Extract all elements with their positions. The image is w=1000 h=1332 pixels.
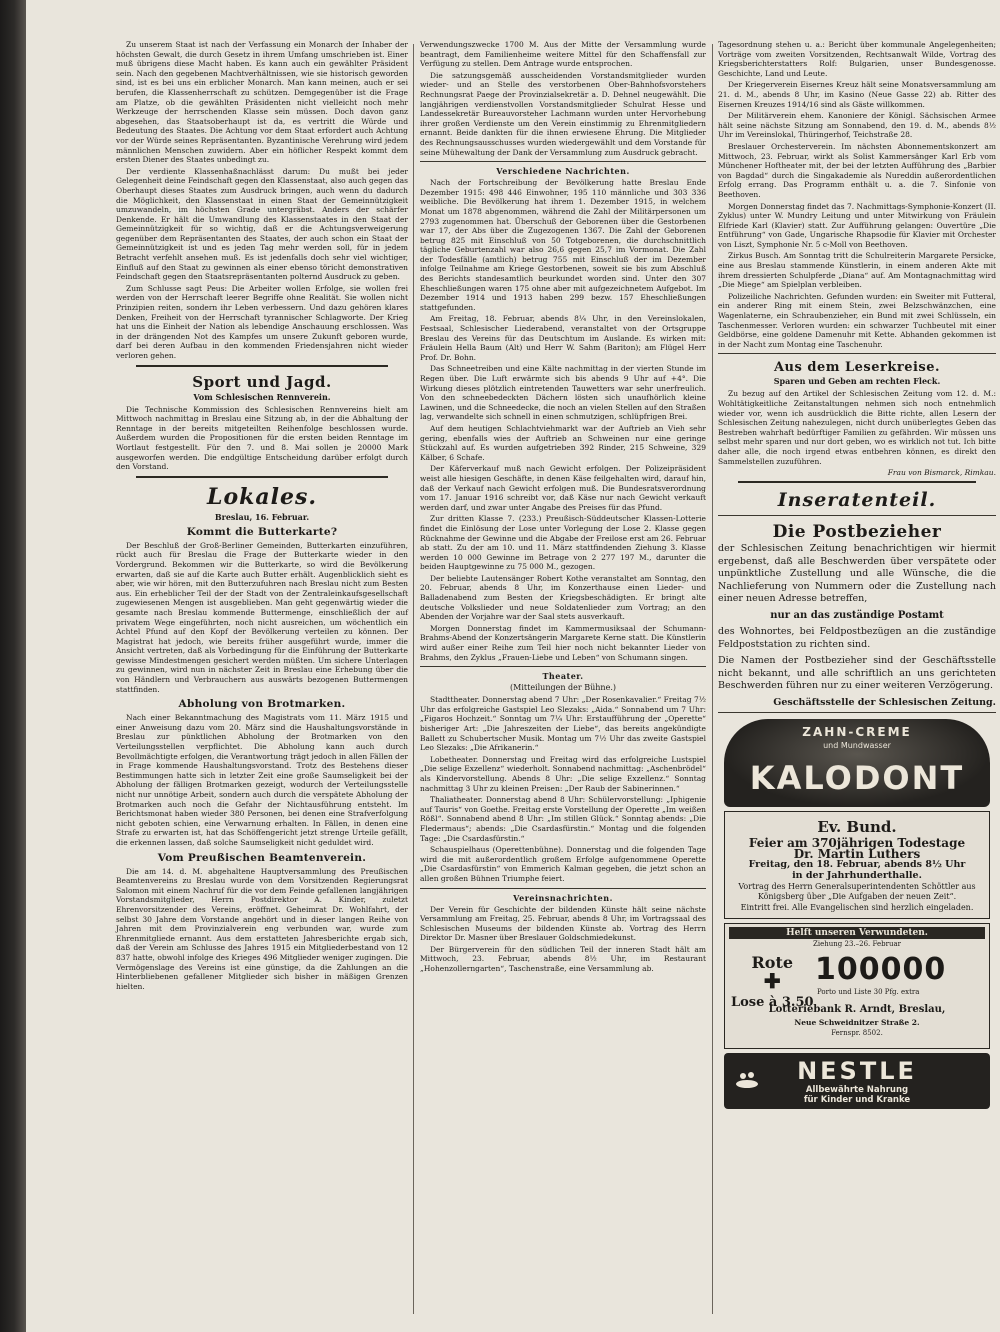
kalodont-advertisement: [724, 719, 990, 807]
paragraph: Der Käferverkauf muß nach Gewicht erfolgen. Der Polizeipräsident weist alle hiesigen Geschäfte, in denen Käse feilgehalten wird, darauf hin, daß der Verkauf nach Gewicht erfolgen muß. Die Bundesratsverordnung vom 17. Januar 1916 schreibt vor, daß Käse nur nach Gewicht verkauft werden darf, und zwar unter Angabe des Preises für das Pfund.: [420, 464, 706, 512]
paragraph: Morgen Donnerstag findet im Kammermusiksaal der Schumann-Brahms-Abend der Konzertsängerin Margarete Kerne statt. Die Künstlerin wird außer einer Reihe zum Teil hier noch nicht bekannter Lieder von Brahms, den Zyklus „Frauen-Liebe und Leben“ von Schumann singen.: [420, 623, 706, 662]
subheading-theater: (Mitteilungen der Bühne.): [510, 683, 616, 693]
paragraph: Der beliebte Lautensänger Robert Kothe veranstaltet am Sonntag, den 20. Februar, abends 8 Uhr, im Konzerthause einen Lieder- und Balladenabend zum Besten der Kriegsbeschädigten. Er bringt alte deutsche Volkslieder und neue Soldatenlieder zum Vortrag; an den Abenden der Vorjahre war der Saal stets ausverkauft.: [420, 573, 706, 622]
section-heading-vereine: Vereinsnachrichten.: [513, 892, 613, 903]
paragraph: Am Freitag, 18. Februar, abends 8¼ Uhr, in den Vereinslokalen, Festsaal, Schlesischer Liederabend, veranstaltet von der Ortsgruppe Breslau des Vereins für das Deutschtum im Auslande. Es wirken mit: Fräulein Hella Baum (Alt) und Herr W. Sahm (Bariton); am Flügel Herr Prof. Dr. Bohn.: [420, 314, 706, 362]
column-3: [718, 40, 996, 1325]
notice-paragraph: des Wohnortes, bei Feldpostbezügen an die zuständige Feldpoststation zu richten sind.: [718, 626, 996, 650]
lottery-vendor: Lotteriebank R. Arndt, Breslau,: [768, 1003, 946, 1015]
paragraph: Tagesordnung stehen u. a.: Bericht über kommunale Angelegenheiten; Vorträge vom zweiten Vorsitzenden, Rechtsanwalt Wilde, Vortrag des Kriegsberichterstatters Rolf: Bulgarien, unser Bundesgenosse. Geschichte, Land und Leute.: [718, 40, 996, 78]
paragraph: Die am 14. d. M. abgehaltene Hauptversammlung des Preußischen Beamtenvereins zu Breslau wurde von dem Vorsitzenden Regierungsrat Salomon mit einem Nachruf für die vor dem Feinde gefallenen langjährigen Vorstandsmitglieder, Herrn Postdirektor A. Kinder, zuletzt Ehrenvorsitzender des Vereins, eröffnet. Geheimrat Dr. Wohlfahrt, der selbst 30 Jahre dem Vorstande angehört und in dieser langen Reihe von Jahren mit dem Provinzialverein eng verbunden war, wurde zum Ehrenmitgliede ernannt. Aus dem erstatteten Jahresberichte ergab sich, daß der Verein am Schlusse des Jahres 1915 ein Mitgliederbestand von 12 837 hatte, obwohl infolge des Krieges 496 Mitglieder weniger zugingen. Die Vermögenslage des Vereins ist eine günstige, da die Zahlungen an die Hinterbliebenen gefallener Mitglieder sich bisher in mäßigen Grenzen hielten.: [116, 866, 408, 991]
book-binding: [0, 0, 26, 1332]
section-heading-verschiedene: Verschiedene Nachrichten.: [496, 166, 630, 177]
paragraph: Polizeiliche Nachrichten. Gefunden wurden: ein Sweiter mit Futteral, ein anderer Ring mit einem Stein, zwei Belzschwänzchen, eine Wagenlaterne, ein Schraubenzieher, ein Bund mit zwei Schlüsseln, ein Taschenmesser. Verloren wurden: ein schwarzer Tuchbeutel mit einer Geldbörse, eine goldene Damenuhr mit Kette. Abhanden gekommen ist in der Nacht zum Montag eine Taschenuhr.: [718, 291, 996, 349]
notice-signature: Geschäftsstelle der Schlesischen Zeitung.: [773, 696, 996, 708]
paragraph: Morgen Donnerstag findet das 7. Nachmittags-Symphonie-Konzert (II. Zyklus) unter W. Mundry Leitung und unter Mitwirkung von Fräulein Elfriede Karl (Klavier) statt. Zur Aufführung gelangen: Ouvertüre „Die Entführung“ von Gade, Ungarische Rhapsodie für Klavier mit Orchester von Liszt, Symphonie Nr. 5 c-Moll von Beethoven.: [718, 201, 996, 249]
letter-signature: Frau von Bismarck, Rimkau.: [887, 468, 996, 478]
notice-paragraph: Die Namen der Postbezieher sind der Geschäftsstelle nicht bekannt, und alle schriftlich an uns gerichteten Beschwerden führen nur zu einer weiteren Verzögerung.: [718, 655, 996, 692]
paragraph: Der Kriegerverein Eisernes Kreuz hält seine Monatsversammlung am 21. d. M., abends 8 Uhr, im Kasino (Neue Gasse 22) ab. Ritter des Eisernen Kreuzes 1914/16 sind als Gäste willkommen.: [718, 80, 996, 109]
column-rule-2: [712, 44, 713, 1314]
column-rule-1: [413, 44, 414, 1314]
lottery-rote-label: Rote: [751, 952, 794, 972]
paragraph: Der verdiente Klassenhaßnachlässt darum: Du mußt bei jeder Gelegenheit deine Feindschaft gegen den Klassenstaat, also auch gegen das Oberhaupt dieses Staates zum Ausdruck bringen, auch wenn du dadurch die Möglichkeit, den Klassenstaat in einen Staat der Gemeinnützigkeit umzuwandeln, im höchsten Grade untergräbst. Anders der schärfer Denkende. Er hält die Umwandlung des Klassenstaates in den Staat der Gemeinnützigkeit für so wichtig, daß er die Achtungsverweigerung gegenüber dem Repräsentanten des Staates, der auch schon ein Staat der Gemeinnützigkeit ist und es jeden Tag mehr werden soll, für in jedem Betracht verfehlt ansehen muß. Es ist jedenfalls doch sehr viel wichtiger, Einfluß auf den Staat zu gewinnen als einer ebenso töricht demonstrativen Feindschaft gegen den Staatsrepräsentanten polternd Ausdruck zu geben.: [116, 166, 408, 282]
paragraph: Der Militärverein ehem. Kanoniere der Königl. Sächsischen Armee hält seine nächste Sitzung am Sonnabend, den 19. d. M., abends 8½ Uhr im Vereinslokal, Thüringerhof, Teichstraße 28.: [718, 111, 996, 140]
paragraph: Nach einer Bekanntmachung des Magistrats vom 11. März 1915 und einer Anweisung dazu vom 20. März sind die Haushaltungsvorstände in Breslau zur pünktlichen Abholung der Brotmarken von den Verteilungsstellen verpflichtet. Die Abholung kann auch durch Bevollmächtigte erfolgen, die Verantwortung trägt jedoch in allen Fällen der in Frage kommende Haushaltungsvorstand. Trotz des Bestehens dieser Bestimmungen hatte sich in letzter Zeit eine große Saumseligkeit bei der Abholung der fälligen Brotmarken gezeigt, wodurch der Verteilungsstelle nicht nur unnötige Arbeit, sondern auch durch die verspätete Abholung der Brotmarken auch noch die Gefahr der Nichtausführung entsteht. Im Berichtsmonat haben wieder 380 Personen, bei denen eine Strafverfolgung nicht geboten schien, eine Verwarnung erhalten. In Fällen, in denen eine Strafe zu erwarten ist, hat das Schöffengericht jetzt strenge Urteile gefällt, die erkennen lassen, daß solche Saumseligkeit nicht geduldet wird.: [116, 713, 408, 847]
bund-line: Eintritt frei. Alle Evangelischen sind herzlich eingeladen.: [740, 902, 974, 912]
divider: [718, 515, 996, 516]
paragraph: Lobetheater. Donnerstag und Freitag wird das erfolgreiche Lustspiel „Die selige Exzellenz“ wiederholt. Sonnabend nachmittag: „Aschenbrödel“ als Kindervorstellung. Abends 8 Uhr: „Die selige Exzellenz.“ Sonntag nachmittag 3 Uhr zu kleinen Preisen: „Der Raub der Sabinerinnen.“: [420, 754, 706, 793]
section-heading-theater: Theater.: [542, 671, 584, 682]
article-heading-butterkarte: Kommt die Butterkarte?: [186, 525, 338, 538]
lottery-heading: Helft unseren Verwundeten.: [729, 927, 985, 939]
divider: [136, 365, 388, 367]
section-heading-sport: Sport und Jagd.: [192, 372, 332, 391]
divider: [718, 353, 996, 354]
bund-title: Ev. Bund.: [817, 817, 897, 836]
notice-heading: Die Postbezieher: [772, 522, 942, 543]
subheading-rennverein: Vom Schlesischen Rennverein.: [193, 391, 331, 402]
section-heading-inserate: Inseratenteil.: [777, 489, 937, 512]
paragraph: Auf dem heutigen Schlachtviehmarkt war der Auftrieb an Vieh sehr gering, ebenfalls wies der Auftrieb an Schweinen nur eine geringe Stückzahl auf. Es wurden aufgetrieben 392 Rinder, 215 Schweine, 329 Kälber, 6 Schafe.: [420, 423, 706, 462]
divider: [420, 666, 706, 667]
dateline: Breslau, 16. Februar.: [214, 511, 310, 522]
column-1: [116, 40, 408, 1325]
subheading-sparen: Sparen und Geben am rechten Fleck.: [773, 376, 941, 387]
paragraph: Der Verein für Geschichte der bildenden Künste hält seine nächste Versammlung am Freitag, 25. Februar, abends 8 Uhr, im Vortragssaal des Schlesischen Museums der bildenden Künste ab. Vortrag des Herrn Direktor Dr. Masner über Breslauer Goldschmiedekunst.: [420, 904, 706, 943]
paragraph: Die satzungsgemäß ausscheidenden Vorstandsmitglieder wurden wieder- und an Stelle des verstorbenen Ober-Bahnhofsvorstehers Rechnungsrat Paege der Provinzialsekretär a. D. Dehnel neugewählt. Die langjährigen verdienstvollen Vorstandsmitglieder Schulrat Hesse und Landessekretär Bureauvorsteher Lachmann wurden unter Hervorhebung ihrer großen Verdienste um den Verein einstimmig zu Ehrenmitgliedern ernannt. Beide dankten für die ihnen erwiesene Ehrung. Die Mitglieder des Rechnungsausschusses wurden wiedergewählt und dem Vorstande für seine Mühewaltung der Dank der Versammlung zum Ausdruck gebracht.: [420, 70, 706, 157]
article-heading-brotmarken: Abholung von Brotmarken.: [178, 698, 346, 711]
bund-advertisement: [724, 811, 990, 919]
kalodont-arc-text: ZAHN-CREME: [802, 724, 912, 739]
paragraph: Der Beschluß der Groß-Berliner Gemeinden, Butterkarten einzuführen, rückt auch für Breslau die Frage der Butterkarte wieder in den Vordergrund. Bekommen wir die Butterkarte, so wird die Bevölkerung erwarten, daß sie auf die Karte auch Butter erhält. Augenblicklich sieht es aber, wie wir hören, mit den Butterzufuhren nach Breslau nicht zum Besten aus. Ein erheblicher Teil der der Stadt von der Zentraleinkaufsgesellschaft zugewiesenen Mengen ist ausgeblieben. Man geht gegenwärtig wieder die gesamte nach Breslau kommende Buttermenge, einschließlich der auf privatem Wege eingeführten, noch nicht ausreichen, um wöchentlich ein Achtel Pfund auf den Kopf der Bevölkerung verteilen zu können. Der Magistrat hat jedoch, wie bereits früher ausgeführt wurde, immer die Ansicht vertreten, daß als Vorbedingung für die Einführung der Butterkarte gewisse Mindestmengen gesichert werden müßten. Um sichere Unterlagen zu gewinnen, wird nun in nächster Zeit in Breslau eine Erhebung über die von Händlern und Verbrauchern aus auswärts bezogenen Buttermengen stattfinden.: [116, 540, 408, 694]
bund-line: Vortrag des Herrn Generalsuperintendenten Schöttler aus Königsberg über „Die Aufgaben der neuen Zeit“.: [738, 881, 976, 901]
paragraph: Zirkus Busch. Am Sonntag tritt die Schulreiterin Margarete Persicke, eine aus Breslau stammende Künstlerin, in einem anderen Akte mit ihrem dressierten Schulpferde „Diana“ auf. Am Montagnachmittag wird „Die Miege“ am Spielplan verbleiben.: [718, 251, 996, 290]
paragraph: Zu bezug auf den Artikel der Schlesischen Zeitung vom 12. d. M.: Wohltätigkeitliche Zeitanstaltungen nehmen sich noch entnehmlich wieder vor, wenn ich ausdrücklich die Bitte richte, allen Lesern der Schlesischen Zeitung nahezulegen, nicht durch unüberlegtes Geben das Bestreben wahrhaft bedürftiger Familien zu gefährden. Wir müssen uns selbst mehr sparen und nur dort geben, wo es wirklich not tut. Ich bitte daher alle, die noch irgend etwas entbehren können, es direkt den Sammelstellen zuzuführen.: [718, 389, 996, 466]
divider: [136, 476, 388, 478]
divider: [738, 481, 976, 483]
paragraph: Zum Schlusse sagt Peus: Die Arbeiter wollen Erfolge, sie wollen frei werden von der Herrschaft leerer Begriffe ohne Realität. Sie wollen nicht Prinzipien reiten, sondern ihr Leben verbessern. Und dazu gehören klares Denken, Freiheit von der Herrschaft tyrannischer Schlagworte. Der Krieg hat uns die Einheit der Nation als lebendige Anschauung erschlossen. Was in der drängenden Not des Kampfes um unsere Zukunft geboren wurde, darf bei deren Aufbau in den kommenden Friedensjahren nicht wieder verloren gehen.: [116, 283, 408, 360]
paragraph: Das Schneetreiben und eine Kälte nachmittag in der vierten Stunde im Regen über. Die Luft erwärmte sich bis abends 9 Uhr auf +4°. Die Wirkung dieses plötzlich eintretenden Tauwetters war sehr unerfreulich. Von den schneebedeckten Dächern lösten sich unaufhörlich kleine Lawinen, und die Schneedecke, die noch an vielen Stellen auf den Straßen lag, verwandelte sich schnell in einen schmutzigen, schlüpfrigen Brei.: [420, 364, 706, 422]
kalodont-brand: KALODONT: [749, 758, 965, 797]
divider: [420, 161, 706, 162]
kalodont-subtitle: und Mundwasser: [823, 740, 891, 750]
nestle-tagline-2: für Kinder und Kranke: [803, 1094, 911, 1105]
paragraph: Nach der Fortschreibung der Bevölkerung hatte Breslau Ende Dezember 1915: 498 446 Einwohner, 195 110 männliche und 303 336 weibliche. Die Bevölkerung hat ihrem 1. Dezember 1915, in welchem Monat um 1878 abgenommen, während die Zahl der Militärpersonen um 2793 zugenommen hat. Überschuß der Geborenen über die Gestorbenen war 17, der Abs über die Zugezogenen 1367. Die Zahl der Geborenen betrug 825 mit Einschluß von 50 Totgeborenen, die durchschnittlich tägliche Geburtenzahl war also 26,6 gegen 25,7 im Vormonat. Die Zahl der Todesfälle (amtlich) betrug 755 mit Einschluß der im Dezember infolge Teilnahme am Kriege Gestorbenen, soweit sie bis zum Abschluß des Berichts standesamtlich beurkundet worden sind. Unter den 307 Eheschließungen waren 175 ohne aber mit aufgezeichnetem Aufgebot. Im Dezember 1914 und 1913 haben 299 bezw. 157 Eheschließungen stattgefunden.: [420, 178, 706, 312]
bund-line: Freitag, den 18. Februar, abends 8½ Uhr: [748, 858, 966, 870]
notice-paragraph: der Schlesischen Zeitung benachrichtigen wir hiermit ergebenst, daß alle Beschwerden über verspätete oder unpünktliche Zustellung und alle Wünsche, die die Nachlieferung von Nummern oder die Zustellung nach einer neuen Adresse betreffen,: [718, 543, 996, 605]
divider: [718, 712, 996, 713]
paragraph: Verwendungszwecke 1700 M. Aus der Mitte der Versammlung wurde beantragt, dem Familienheime weitere Mittel für den Schaffensfall zur Verfügung zu stellen. Dem Antrage wurde entsprochen.: [420, 40, 706, 69]
nestle-tagline: [724, 1085, 990, 1105]
bund-line: Feier am 370jährigen Todestage: [748, 835, 966, 850]
lottery-advertisement: [724, 923, 990, 1049]
section-heading-leserkreise: Aus dem Leserkreise.: [773, 360, 941, 376]
divider: [420, 888, 706, 889]
lottery-date: Ziehung 23.–26. Februar: [813, 939, 901, 948]
newspaper-page: [26, 0, 1000, 1332]
bund-line: in der Jahrhunderthalle.: [792, 869, 922, 881]
lottery-address: Neue Schweidnitzer Straße 2.: [794, 1017, 920, 1027]
paragraph: Der Bürgerverein für den südlichen Teil der inneren Stadt hält am Mittwoch, 23. Februar, abends 8½ Uhr, im Restaurant „Hohenzollerngarten“, Taschenstraße, eine Versammlung ab.: [420, 944, 706, 974]
paragraph: Zu unserem Staat ist nach der Verfassung ein Monarch der Inhaber der höchsten Gewalt, die durch Gesetz in ihrem Umfang umschrieben ist. Einer muß übrigens diese Macht haben. Es kann auch ein gewählter Präsident sein. Nach den gegebenen Machtverhältnissen, wie sie historisch geworden sind, ist es bei uns ein erblicher Monarch. Man kann meinen, auch er sei berufen, die Klassenherrschaft zu schützen. Demgegenüber ist die Frage am Platze, ob die gewählten Präsidenten nicht vielleicht noch mehr Werkzeuge der herrschenden Klasse sein müssen. Doch davon ganz abgesehen, das Staatsoberhaupt ist da, es vertritt die Würde und Bedeutung des Staates. Die Achtung vor dem Staat erfordert auch Achtung vor der Würde seines Repräsentanten. Byzantinische Verehrung wird jedem männlichen Menschen zuwidern. Aber ein höflicher Respekt kommt dem ersten Diener des Staates unbedingt zu.: [116, 40, 408, 165]
notice-emphasis: nur an das zuständige Postamt: [770, 609, 944, 621]
bund-line: Dr. Martin Luthers: [793, 846, 921, 861]
paragraph: Stadttheater. Donnerstag abend 7 Uhr: „Der Rosenkavalier.“ Freitag 7½ Uhr das erfolgreiche Gastspiel Leo Slezaks: „Aida.“ Sonnabend um 7 Uhr: „Figaros Hochzeit.“ Sonntag um 7¼ Uhr: Erstaufführung der „Operette“ bisheriger Art: „Die Jahreszeiten der Liebe“, das bereits angekündigte Ballett zu Schubertscher Musik. Montag um 7½ Uhr das zweite Gastspiel Leo Slezaks: „Die Afrikanerin.“: [420, 695, 706, 753]
lottery-phone: Fernspr. 8502.: [831, 1028, 883, 1037]
paragraph: Thaliatheater. Donnerstag abend 8 Uhr: Schülervorstellung: „Iphigenie auf Tauris“ von Goethe. Freitag erste Vorstellung der Operette „Im weißen Rößl“. Sonnabend abend 8 Uhr: „Im stillen Glück.“ Sonntag abends: „Die Fledermaus“; abends: „Die Csardasfürstin.“ Montag und die folgenden Tage: „Die Csardasfürstin.“: [420, 795, 706, 843]
section-heading-lokales: Lokales.: [206, 483, 318, 510]
paragraph: Breslauer Orchesterverein. Im nächsten Abonnementskonzert am Mittwoch, 23. Februar, wirkt als Solist Kammersänger Karl Erb vom Münchener Hoftheater mit, der bei der letzten Aufführung des „Barbier von Bagdad“ durch die Singakademie als Nureddin außerordentlichen Erfolg errang. Das Programm enthält u. a. die 7. Sinfonie von Beethoven.: [718, 141, 996, 199]
paragraph: Zur dritten Klasse 7. (233.) Preußisch-Süddeutscher Klassen-Lotterie findet die Einlösung der Lose unter Vorlegung der Lose 2. Klasse gegen Rücknahme der Gewinne und die Abgabe der Freilose erst am 26. Februar ab statt. Zu der am 10. und 11. März stattfindenden Ziehung 3. Klasse werden 10 000 Gewinne im Betrage von 2 277 197 M., darunter die beiden Hauptgewinne zu 75 000 M., gezogen.: [420, 514, 706, 572]
page-content: [34, 40, 996, 1325]
article-heading-beamtenverein: Vom Preußischen Beamtenverein.: [157, 851, 367, 864]
column-2: [420, 40, 706, 1325]
red-cross-icon: ✚: [763, 968, 781, 993]
paragraph: Schauspielhaus (Operettenbühne). Donnerstag und die folgenden Tage wird die mit außerordentlich großem Erfolge aufgenommene Operette „Die Csardasfürstin“ von Emmerich Kalman gegeben, die jetzt schon an allen großen Bühnen Triumphe feiert.: [420, 845, 706, 883]
nestle-advertisement: [724, 1053, 990, 1109]
nestle-tagline-1: Allbewährte Nahrung: [805, 1084, 909, 1095]
nestle-brand: NESTLE: [797, 1056, 917, 1085]
lottery-porto: Porto und Liste 30 Pfg. extra: [817, 987, 920, 996]
lottery-amount: 100000: [815, 951, 947, 987]
lottery-price: Lose à 3.50: [731, 994, 814, 1010]
paragraph: Die Technische Kommission des Schlesischen Rennvereins hielt am Mittwoch nachmittag in Breslau eine Sitzung ab, in der die Abhaltung der Renntage in der bereits mitgeteilten Reihenfolge beschlossen wurde. Außerdem wurden die Propositionen für die ersten beiden Renntage im Wortlaut festgestellt. Für den 7. und 8. Mai sollen je 20000 Mark ausgeworfen werden. Die endgültige Entscheidung darüber erfolgt durch den Vorstand.: [116, 404, 408, 472]
